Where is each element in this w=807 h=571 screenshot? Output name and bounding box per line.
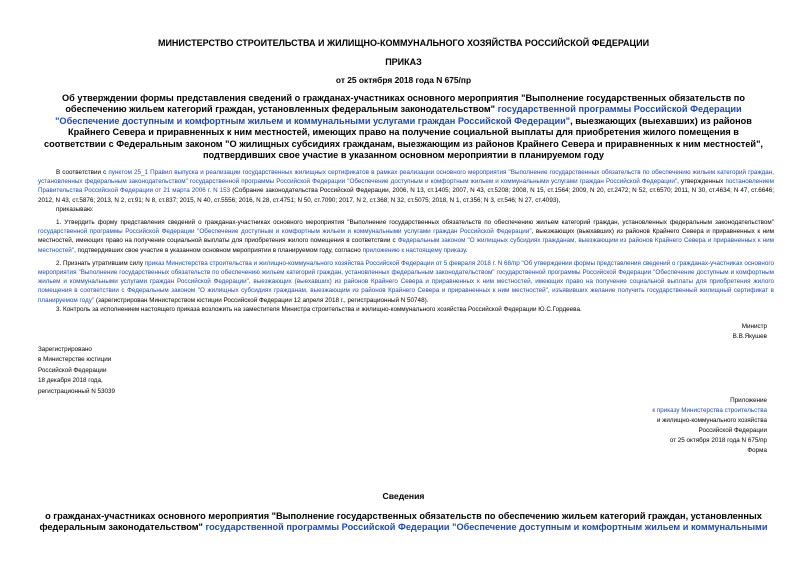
document-title	[36, 93, 771, 161]
registration-block	[38, 345, 115, 397]
form-subtitle	[36, 511, 771, 534]
item-2-order-link[interactable]: приказ Министерства строительства и жилищно-коммунального хозяйства Российской Федерации от 5 февраля 2018 г. N 68/пр "Об утверждении формы представления сведений о гражданах-участниках основного мероприятия "Выполнение государственных обязательств по обеспечению жильем категорий граждан, установленных федеральным законодательством" государственной программы Российской Федерации "Обеспечение доступным и комфортным жильем и коммунальными услугами граждан Российской Федерации", выезжающих (выехавших) из районов Крайнего Севера и приравненных к ним местностей, имеющих право на получение социальной выплаты для приобретения жилого помещения в соответствии с Федеральным законом "О жилищных субсидиях гражданам, выезжающим из районов Крайнего Севера и приравненных к ним местностей", изъявивших желание получить государственный жилищный сертификат в планируемом году"	[38, 259, 774, 304]
preamble-rules-link[interactable]: пунктом 25_1 Правил выпуска и реализации государственных жилищных сертификатов в рамках реализации основного мероприятия "Выполнение государственных обязательств по обеспечению жильем категорий граждан, установленных федеральным законодательством" государственной программы Российской Федерации "Обеспечение доступным и комфортным жильем и коммунальными услугами граждан Российской Федерации"	[38, 169, 775, 186]
item-1-appendix-link[interactable]: приложению к настоящему приказу	[362, 246, 466, 254]
item-1-law-link[interactable]: Федеральным законом "О жилищных субсидиях гражданам, выезжающим из районов Крайнего Севера и приравненных к ним местностей"	[38, 237, 774, 254]
appendix-label: Приложение	[730, 397, 767, 404]
title-text-1: Об утверждении формы представления сведений о гражданах-участниках основного мероприятия "Выполнение государственных обязательств по обеспечению жильем категорий граждан, установленных федеральным законодательством"	[62, 93, 745, 115]
registration-line: 18 декабря 2018 года,	[38, 377, 103, 385]
doc-type: ПРИКАЗ	[385, 57, 422, 67]
form-program-link[interactable]: государственной программы Российской Федерации "Обеспечение доступным и комфортным жильем и коммунальными	[205, 522, 768, 533]
title-text-2: , выезжающих (выехавших) из районов Крайнего Севера и приравненных к ним местностей, имеющих право на получение социальной выплаты для приобретения жилого помещения в соответствии с Федеральным законом "О жилищных субсидиях гражданам, выезжающим из районов Крайнего Севера и приравненных к ним местностей", подтвердивших свое участие в указанном основном мероприятии в планируемом году	[44, 115, 763, 161]
appendix-line: и жилищно-коммунального хозяйства	[656, 417, 767, 424]
form-label: Форма	[747, 447, 767, 454]
appendix-line: Российской Федерации	[698, 427, 767, 434]
registration-line: в Министерстве юстиции	[38, 356, 112, 364]
form-heading: Сведения	[382, 491, 425, 501]
signature-block	[733, 322, 767, 341]
item-2-paragraph	[38, 259, 774, 305]
signature-name: В.В.Якушев	[732, 332, 767, 340]
item-1-text-c: , подтвердивших свое участие в указанном основном мероприятии в планируемом году, согласно	[74, 246, 363, 254]
order-word: приказываю:	[56, 205, 94, 213]
preamble-text-a: В соответствии с	[56, 169, 109, 176]
registration-line: Зарегистрировано	[38, 346, 92, 353]
item-1-text-b: , выезжающих (выехавших) из районов Крайнего Севера и приравненных к ним местностей, имеющих право на получение социальной выплаты для приобретения жилого помещения в соответствии с	[38, 228, 775, 245]
preamble-decree-link[interactable]: постановлением Правительства Российской Федерации от 21 марта 2006 г. N 153	[38, 178, 774, 195]
signature-position: Министр	[741, 323, 767, 330]
appendix-line: от 25 октября 2018 года N 675/пр	[669, 437, 767, 444]
preamble-paragraph	[38, 168, 774, 205]
preamble-text-b: , утвержденных	[677, 178, 726, 186]
doc-date-number: от 25 октября 2018 года N 675/пр	[335, 75, 472, 85]
item-3-paragraph: 3. Контроль за исполнением настоящего приказа возложить на заместителя Министра строительства и жилищно-коммунального хозяйства Российской Федерации Ю.С.Гордеева.	[56, 305, 582, 313]
item-1-program-link[interactable]: государственной программы Российской Федерации "Обеспечение доступным и комфортным жильем и коммунальными услугами граждан Российской Федерации"	[38, 228, 532, 236]
item-2-text-b: (зарегистрирован Министерством юстиции Российской Федерации 12 апреля 2018 г., регистрационный N 50748).	[94, 296, 429, 304]
preamble-text-c: (Собрание законодательства Российской Федерации, 2006, N 13, ст.1405; 2007, N 43, ст.5208; 2008, N 15, ст.1564; 2009, N 20, ст.2472; N 52, ст.6570; 2011, N 30, ст.4634; N 47, ст.6646; 2012, N 43, ст.5876; 2013, N 2, ст.91; N 8, ст.837; 2015, N 40, ст.5556; 2016, N 28, ст.4751; N 50, ст.7090; 2017, N 2, ст.368; N 32, ст.5075; 2018, N 1, ст.356; N 3, ст.546; N 27, ст.4093),	[38, 187, 774, 204]
item-2-text-a: 2. Признать утратившим силу	[56, 259, 145, 267]
registration-line: Российской Федерации	[38, 366, 107, 374]
title-program-link[interactable]: государственной программы Российской Федерации "Обеспечение доступным и комфортным жильем и коммунальными услугами граждан Российской Федерации"	[55, 104, 742, 126]
item-1-paragraph	[38, 218, 774, 255]
appendix-order-link[interactable]: к приказу Министерства строительства	[652, 407, 767, 414]
registration-line: регистрационный N 53039	[38, 387, 116, 395]
ministry-heading: МИНИСТЕРСТВО СТРОИТЕЛЬСТВА И ЖИЛИЩНО-КОММУНАЛЬНОГО ХОЗЯЙСТВА РОССИЙСКОЙ ФЕДЕРАЦИИ	[157, 38, 650, 48]
appendix-block	[652, 396, 767, 456]
item-1-text-a: 1. Утвердить форму представления сведений о гражданах-участниках основного мероприятия "Выполнение государственных обязательств по обеспечению жильем категорий граждан, установленных федеральным законодательством"	[56, 219, 774, 227]
form-subtitle-text: о гражданах-участниках основного мероприятия "Выполнение государственных обязательств по обеспечению жильем категорий граждан, установленных федеральным законодательством"	[39, 511, 762, 533]
document-body	[38, 168, 774, 314]
item-1-text-d: .	[465, 246, 468, 254]
